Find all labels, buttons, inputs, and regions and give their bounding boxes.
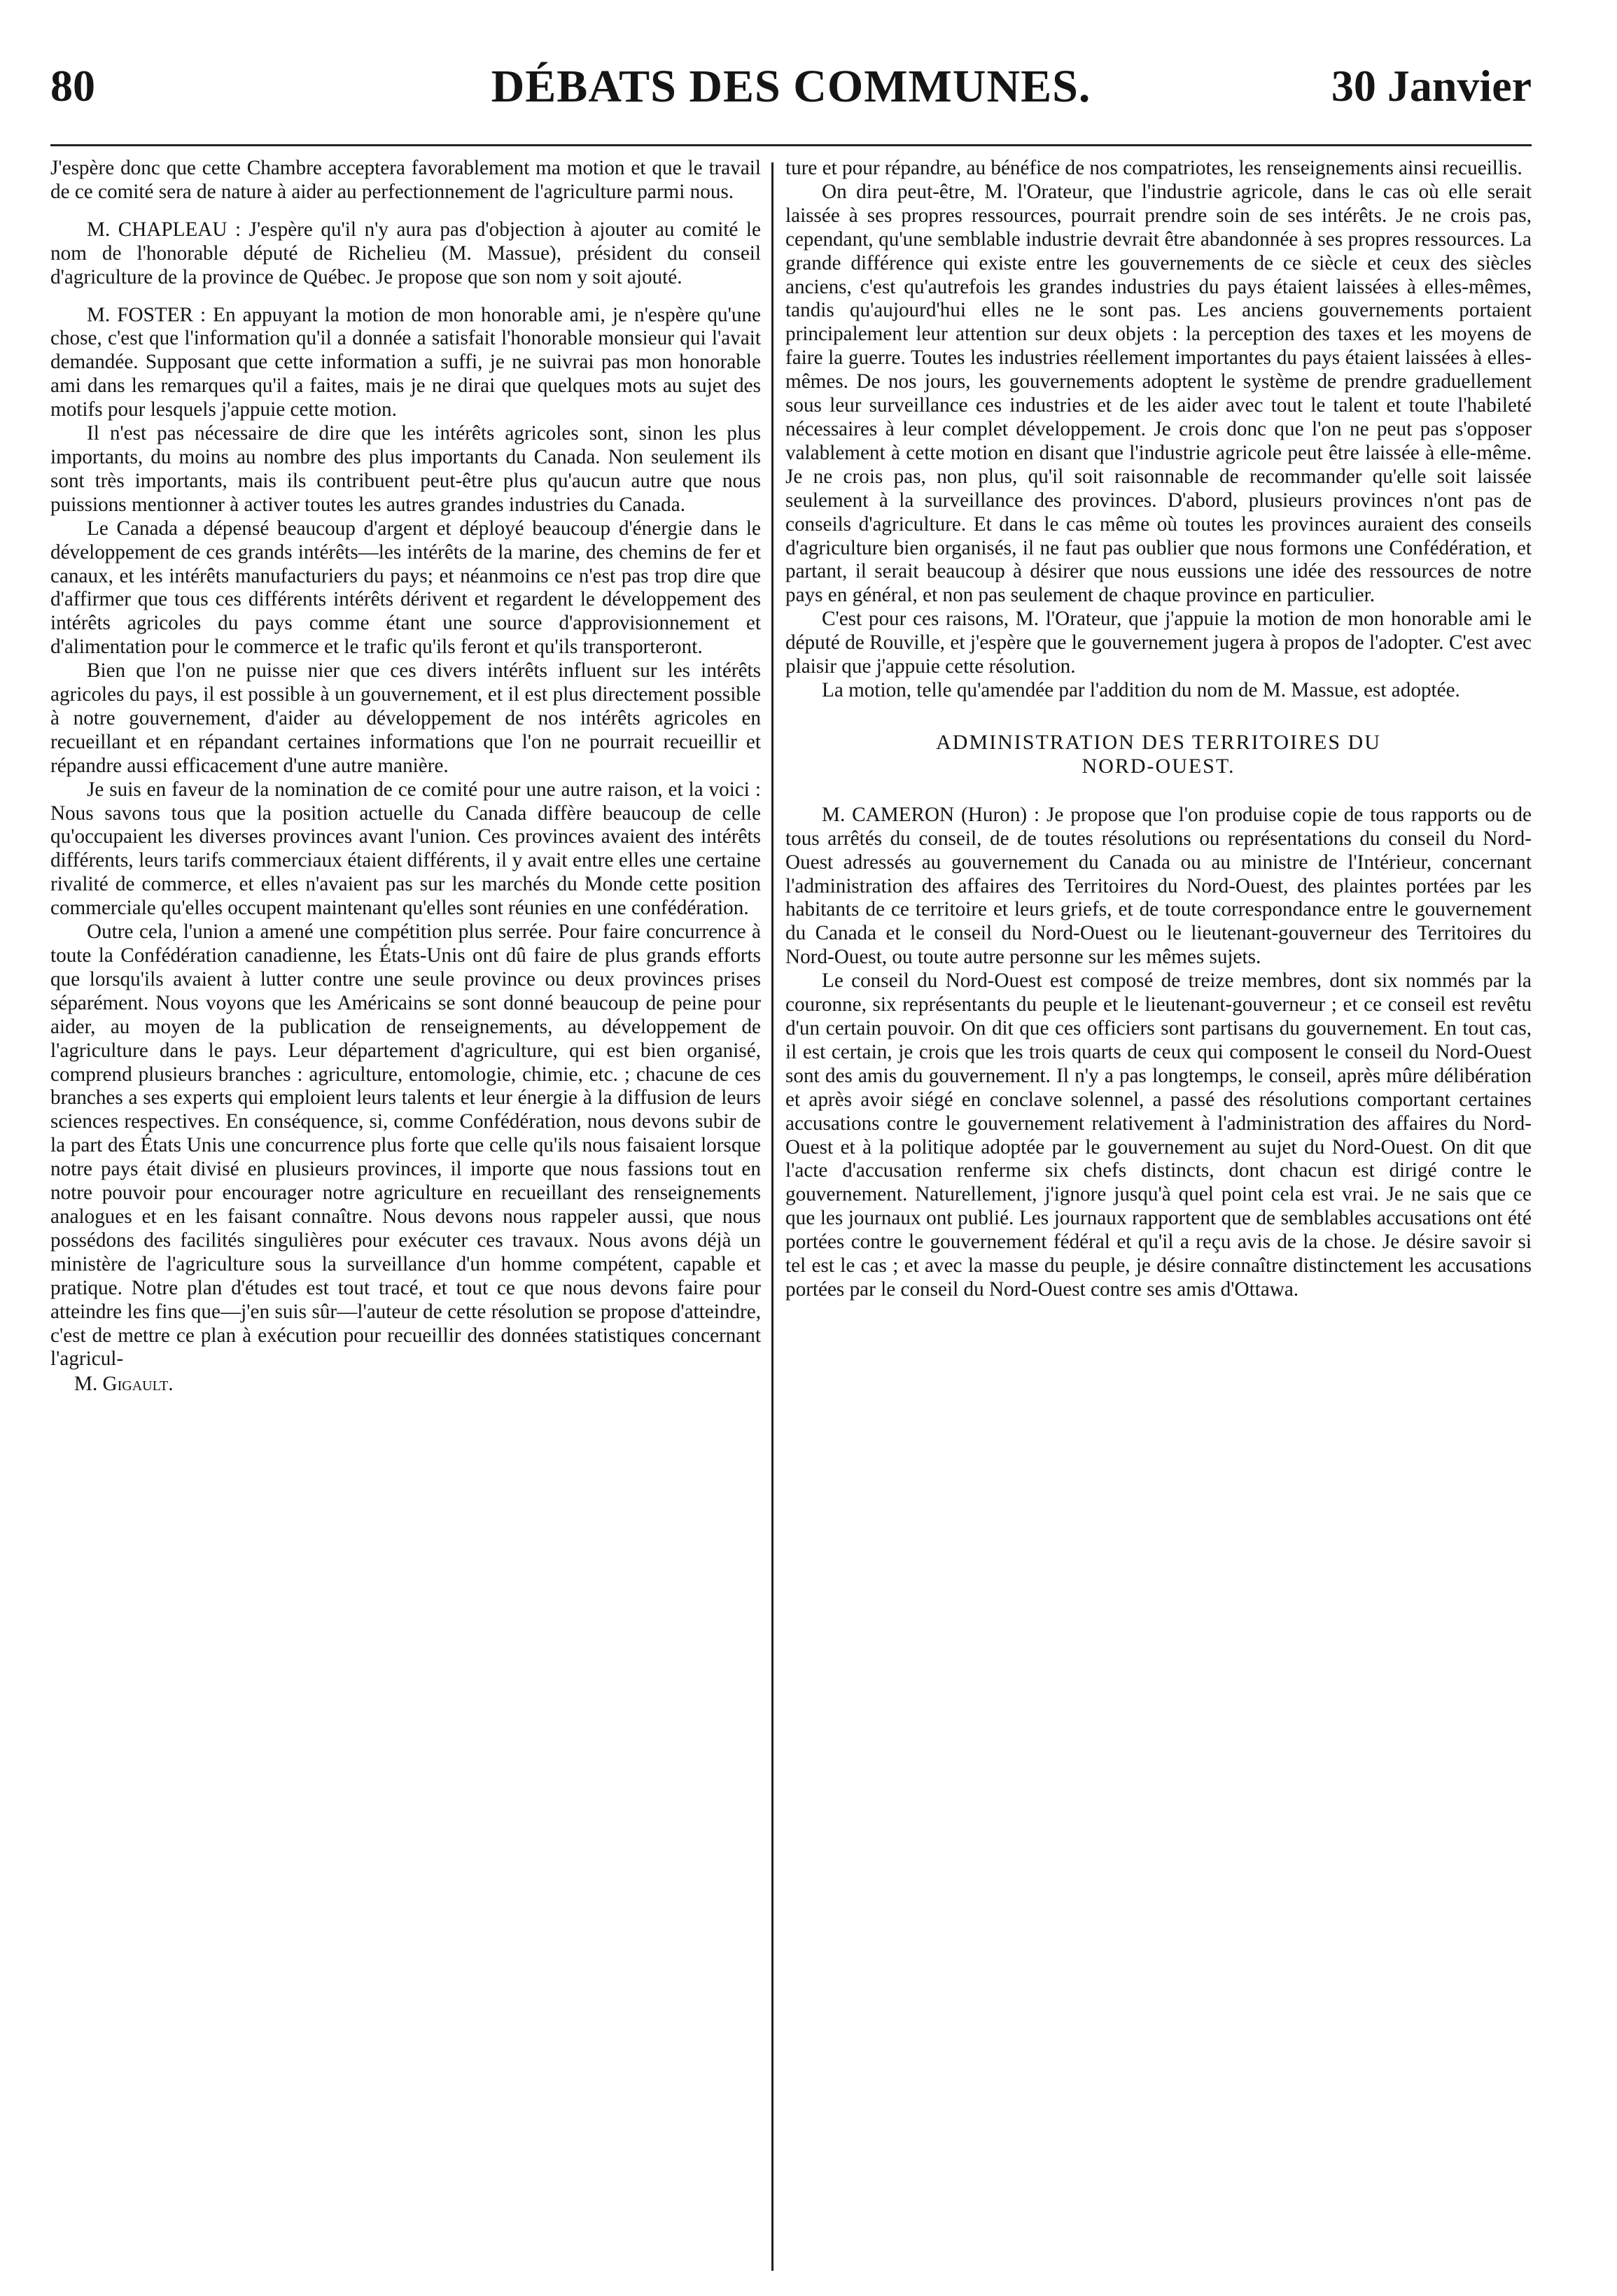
paragraph: La motion, telle qu'amendée par l'addition du nom de M. Massue, est adoptée. <box>822 678 1460 701</box>
section-heading-line: NORD-OUEST. <box>1082 754 1236 778</box>
speaker-signature: M. Gigault. <box>74 1373 174 1396</box>
left-column <box>50 157 761 1396</box>
paragraph: Outre cela, l'union a amené une compétition plus serrée. Pour faire concurrence à toute la Confédération canadienne, les États-Unis ont dû faire de plus grands efforts que lorsqu'ils avaient à lutter contre une seule province ou deux provinces prises séparément. Nous voyons que les Américains se sont donné beaucoup de peine pour aider, au moyen de la publication de renseignements, au développement de l'agriculture dans le pays. Leur département d'agriculture, qui est bien organisé, comprend plusieurs branches : agriculture, entomologie, chimie, etc. ; chacune de ces branches a ses experts qui emploient leurs talents et leur énergie à la diffusion de leurs sciences respectives. En conséquence, si, comme Confédération, nous devons subir de la part des États Unis une concurrence plus forte que celle qu'ils nous faisaient lorsque notre pays était divisé en plusieurs provinces, il importe que nous fassions tout en notre pouvoir pour encourager notre agriculture en recueillant des renseignements analogues et en les faisant connaître. Nous devons nous rappeler aussi, que nous possédons des facilités singulières pour exécuter ces travaux. Nous avons déjà un ministère de l'agriculture sous la surveillance d'un homme compétent, capable et pratique. Notre plan d'études est tout tracé, et tout ce que nous devons faire pour atteindre les fins que—j'en suis sûr—l'auteur de cette résolution se propose d'atteindre, c'est de mettre ce plan à exécution pour recueillir des données statistiques concernant l'agricul- <box>50 920 761 1371</box>
paragraph: Bien que l'on ne puisse nier que ces divers intérêts influent sur les intérêts agricoles du pays, il est possible à un gouvernement, et il est plus directement possible à notre gouvernement, d'aider au développement de nos intérêts agricoles en recueillant et en répandant certaines informations que l'on ne pourrait recueillir et répandre aussi efficacement d'une autre manière. <box>50 659 761 777</box>
paragraph: On dira peut-être, M. l'Orateur, que l'industrie agricole, dans le cas où elle serait laissée à ses propres ressources, pourrait prendre soin de ses intérêts. Je ne crois pas, cependant, qu'une semblable industrie devrait être abandonnée à ses propres ressources. La grande différence qui existe entre les gouvernements de ce siècle et ceux des siècles anciens, c'est qu'autrefois les grandes industries du pays étaient laissées à elles-mêmes, tandis qu'aujourd'hui elles ne le sont pas. Les anciens gouvernements portaient principalement leur attention sur deux objets : la perception des taxes et les moyens de faire la guerre. Toutes les industries réellement importantes du pays étaient laissées à elles-mêmes. De nos jours, les gouvernements adoptent le système de prendre graduellement sous leur surveillance ces industries et de les aider avec tout le talent et toute l'habileté nécessaires à leur complet développement. Je crois donc que l'on ne peut pas s'opposer valablement à cette motion en disant que l'industrie agricole peut être laissée à elle-même. Je ne crois pas, non plus, qu'il soit raisonnable de recommander qu'elle soit laissée seulement à la surveillance des provinces. D'abord, plusieurs provinces n'ont pas de conseils d'agriculture. Et dans le cas même où toutes les provinces auraient des conseils d'agriculture bien organisés, il ne faut pas oublier que nous formons une Confédération, et partant, il serait beaucoup à désirer que nous eussions une idée des ressources de notre pays en général, et non pas seulement de chaque province en particulier. <box>785 180 1532 607</box>
paragraph: Le conseil du Nord-Ouest est composé de treize membres, dont six nommés par la couronne, six représentants du peuple et le lieutenant-gouverneur ; et ce conseil est revêtu d'un certain pouvoir. On dit que ces officiers sont partisans du gouvernement. En tout cas, il est certain, je crois que les trois quarts de ceux qui composent le conseil du Nord-Ouest sont des amis du gouvernement. Il n'y a pas longtemps, le conseil, après mûre délibération et après avoir siégé en conclave solennel, a passé des résolutions comportant certaines accusations contre le gouvernement relativement à l'administration des affaires du Nord-Ouest et à la politique adoptée par le gouvernement au sujet du Nord-Ouest. On dit que l'acte d'accusation renferme six chefs distincts, dont chacun est dirigé contre le gouvernement. Naturellement, j'ignore jusqu'à quel point cela est vrai. Je ne sais que ce que les journaux ont publié. Les journaux rapportent que de semblables accusations ont été portées contre le gouvernement fédéral et qu'il a reçu avis de la chose. Je désire savoir si tel est le cas ; et avec la masse du peuple, je désire connaître distinctement les accusations portées par le conseil du Nord-Ouest contre ses amis d'Ottawa. <box>785 969 1532 1301</box>
section-heading-line: ADMINISTRATION DES TERRITOIRES DU <box>936 730 1381 754</box>
paragraph: M. CAMERON (Huron) : Je propose que l'on produise copie de tous rapports ou de tous arrêtés du conseil, de de toutes résolutions ou représentations du conseil du Nord-Ouest adressés au gouvernement du Canada ou au ministre de l'Intérieur, concernant l'administration des affaires des Territoires du Nord-Ouest, des plaintes portées par les habitants de ce territoire et leurs griefs, et de toute correspondance entre le gouvernement du Canada et le conseil du Nord-Ouest ou le lieutenant-gouverneur des Territoires du Nord-Ouest, ou toute autre personne sur les mêmes sujets. <box>785 803 1532 969</box>
paragraph: Je suis en faveur de la nomination de ce comité pour une autre raison, et la voici : Nous savons tous que la position actuelle du Canada diffère beaucoup de celle qu'occupaient les diverses provinces avant l'union. Ces provinces avaient des intérêts différents, leurs tarifs commerciaux étaient différents, il y avait entre elles une certaine rivalité de commerce, et elles n'avaient pas sur les marchés du Monde cette position commerciale qu'elles occupent maintenant qu'elles sont réunies en une confédération. <box>50 778 761 920</box>
header-rule <box>50 144 1532 146</box>
paragraph: M. FOSTER : En appuyant la motion de mon honorable ami, je n'espère qu'une chose, c'est que l'information qu'il a donnée a satisfait l'honorable monsieur qui l'avait demandée. Supposant que cette information a suffi, je ne suivrai pas mon honorable ami dans les remarques qu'il a faites, mais je ne dirai que quelques mots au sujet des motifs pour lesquels j'appuie cette motion. <box>50 303 761 421</box>
paragraph: J'espère donc que cette Chambre acceptera favorablement ma motion et que le travail de ce comité sera de nature à aider au perfectionnement de l'agriculture parmi nous. <box>50 157 761 203</box>
paragraph: C'est pour ces raisons, M. l'Orateur, que j'appuie la motion de mon honorable ami le député de Rouville, et j'espère que le gouvernement jugera à propos de l'adopter. C'est avec plaisir que j'appuie cette résolution. <box>785 608 1532 678</box>
paragraph: ture et pour répandre, au bénéfice de nos compatriotes, les renseignements ainsi recueillis. <box>785 157 1522 179</box>
page-date: 30 Janvier <box>1331 61 1532 111</box>
column-divider <box>771 162 774 2271</box>
paragraph: Le Canada a dépensé beaucoup d'argent et déployé beaucoup d'énergie dans le développement de ces grands intérêts—les intérêts de la marine, des chemins de fer et canaux, et les intérêts manufacturiers du pays; et néanmoins ce n'est pas trop dire que d'affirmer que tous ces différents intérêts dérivent et regardent le développement des intérêts agricoles du pays comme étant une source d'approvisionnement et d'alimentation pour le commerce et le trafic qu'ils feront et qu'ils transporteront. <box>50 517 761 659</box>
page-header <box>50 60 1532 130</box>
right-column <box>785 157 1532 1302</box>
paragraph: Il n'est pas nécessaire de dire que les intérêts agricoles sont, sinon les plus importants, du moins au nombre des plus importants du Canada. Non seulement ils sont très importants, mais ils contribuent peut-être plus qu'aucun autre que nous puissions mentionner à activer toutes les autres grandes industries du Canada. <box>50 422 761 516</box>
paragraph: M. CHAPLEAU : J'espère qu'il n'y aura pas d'objection à ajouter au comité le nom de l'honorable député de Richelieu (M. Massue), président du conseil d'agriculture de la province de Québec. Je propose que son nom y soit ajouté. <box>50 218 761 288</box>
section-heading <box>785 731 1532 778</box>
page-number: 80 <box>50 61 95 111</box>
publication-title: DÉBATS DES COMMUNES. <box>491 61 1091 112</box>
